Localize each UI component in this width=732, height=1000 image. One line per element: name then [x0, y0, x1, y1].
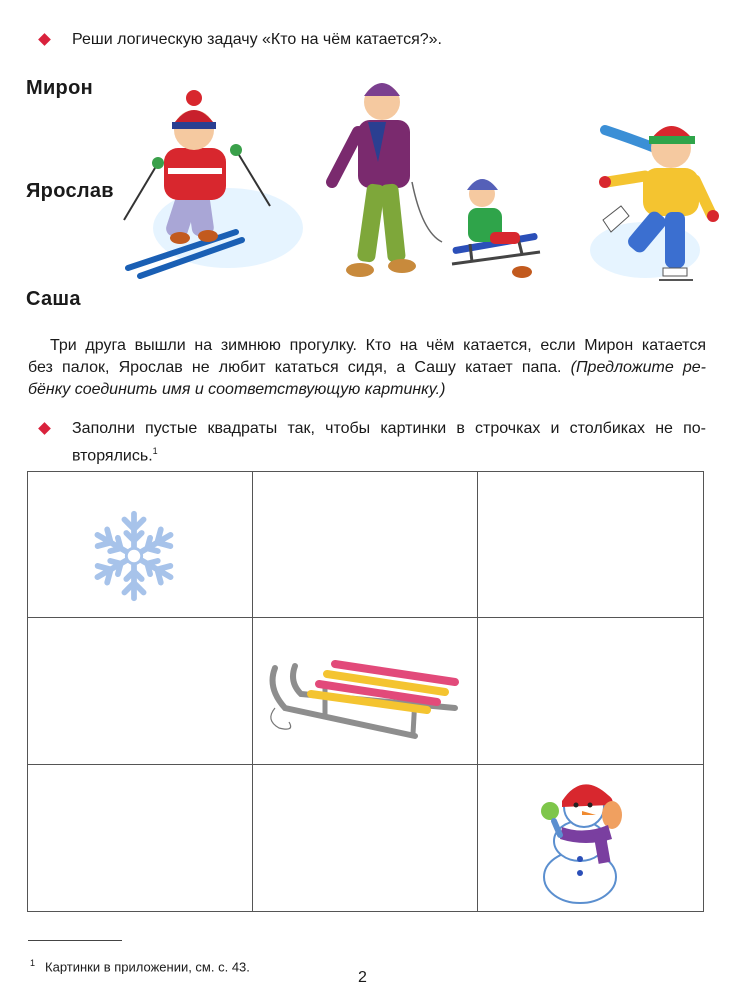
- task2-line-1: Заполни пустые квадраты так, чтобы картинки в строчках и столбиках не по-: [72, 420, 706, 437]
- footnote: [30, 958, 250, 974]
- footnote-divider: [28, 940, 122, 941]
- grid-cell-r3-c1[interactable]: [28, 765, 253, 911]
- sled-icon: [265, 648, 465, 748]
- name-miron: Мирон: [26, 77, 93, 99]
- task2-text: [72, 418, 706, 467]
- skier-illustration: [118, 88, 303, 283]
- page-number: 2: [358, 969, 367, 986]
- story-line-2-text: без палок, Ярослав не любит кататься сидя, а Сашу катает папа.: [28, 359, 571, 376]
- story-line-2: [28, 357, 706, 379]
- grid-cell-r2-c2[interactable]: [253, 618, 478, 764]
- story-italic-2: бёнку соединить имя и соответствующую картинку.): [28, 381, 446, 398]
- snowflake-icon: [86, 508, 182, 604]
- grid-cell-r3-c3[interactable]: [478, 765, 703, 911]
- grid-cell-r2-c3[interactable]: [478, 618, 703, 764]
- story-paragraph: [28, 335, 706, 401]
- father-sled-illustration: [322, 72, 550, 287]
- bullet-diamond: [38, 33, 51, 46]
- footnote-text: Картинки в приложении, см. с. 43.: [45, 959, 250, 975]
- skater-illustration: [585, 110, 725, 285]
- task2-line-2-text: вторялись.: [72, 447, 153, 465]
- task1-text: Реши логическую задачу «Кто на чём катается?».: [72, 31, 442, 48]
- grid-cell-r2-c1[interactable]: [28, 618, 253, 764]
- story-italic-1: (Предложите ре-: [570, 359, 707, 376]
- snowman-icon: [526, 771, 642, 905]
- grid-cell-r1-c2[interactable]: [253, 472, 478, 618]
- task2-line-2: [72, 440, 706, 467]
- task2-footnote-mark: 1: [152, 446, 158, 456]
- name-sasha: Саша: [26, 288, 81, 310]
- name-yaroslav: Ярослав: [26, 180, 114, 202]
- grid-cell-r1-c3[interactable]: [478, 472, 703, 618]
- bullet-diamond-2: [38, 422, 51, 435]
- footnote-mark: 1: [30, 958, 36, 968]
- story-line-1: Три друга вышли на зимнюю прогулку. Кто на чём катается, если Мирон катается: [50, 337, 706, 354]
- grid-cell-r3-c2[interactable]: [253, 765, 478, 911]
- grid-cell-r1-c1[interactable]: [28, 472, 253, 618]
- picture-grid: [27, 471, 704, 912]
